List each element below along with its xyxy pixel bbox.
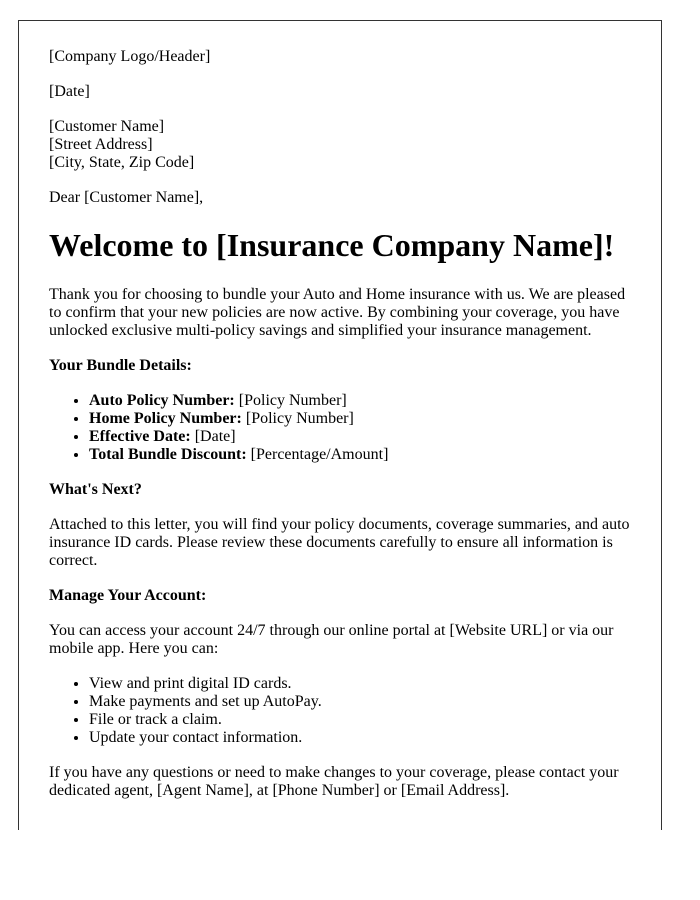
closing-paragraph: If you have any questions or need to make changes to your coverage, please contact your dedicated agent, [Agent Name], at [Phone Number] or [Email Address].	[49, 764, 619, 799]
list-item: • View and print digital ID cards.	[89, 675, 661, 693]
list-item: • Make payments and set up AutoPay.	[89, 693, 661, 711]
company-header: [Company Logo/Header]	[49, 48, 211, 65]
next-paragraph: Attached to this letter, you will find your policy documents, coverage summaries, and auto insurance ID cards. Please review these documents carefully to ensure all information is correct.	[49, 516, 630, 569]
salutation: Dear [Customer Name],	[49, 189, 204, 206]
intro-paragraph: Thank you for choosing to bundle your Auto and Home insurance with us. We are pleased to confirm that your new policies are now active. By combining your coverage, you have unlocked exclusive multi-policy savings and simplified your insurance management.	[49, 286, 626, 339]
page-title: Welcome to [Insurance Company Name]!	[49, 227, 615, 263]
list-item: • Effective Date: [Date]	[89, 428, 661, 446]
address-line: [City, State, Zip Code]	[49, 154, 195, 171]
address-line: [Street Address]	[49, 136, 153, 153]
address-line: [Customer Name]	[49, 118, 165, 135]
letter-date: [Date]	[49, 83, 90, 100]
bundle-heading: Your Bundle Details:	[49, 357, 192, 374]
recipient-address	[49, 118, 639, 172]
list-item: • Total Bundle Discount: [Percentage/Amount]	[89, 446, 661, 464]
bundle-details-list	[49, 392, 661, 464]
account-heading: Manage Your Account:	[49, 587, 207, 604]
account-paragraph: You can access your account 24/7 through our online portal at [Website URL] or via our mobile app. Here you can:	[49, 622, 614, 657]
list-item: • Home Policy Number: [Policy Number]	[89, 410, 661, 428]
list-item: • Auto Policy Number: [Policy Number]	[89, 392, 661, 410]
account-features-list	[49, 675, 661, 747]
list-item: • File or track a claim.	[89, 711, 661, 729]
list-item: • Update your contact information.	[89, 729, 661, 747]
next-heading: What's Next?	[49, 481, 142, 498]
letter-page	[18, 20, 662, 830]
